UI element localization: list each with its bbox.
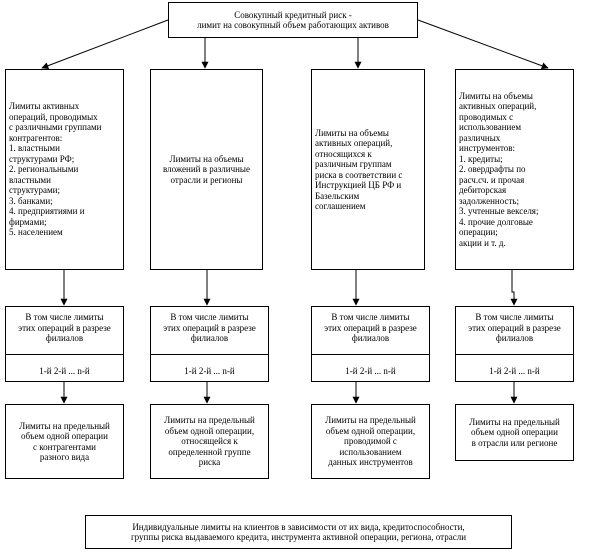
arrow-top-to-col4	[418, 20, 548, 68]
branch-range-2: 1-й 2-й ... n-й	[184, 366, 235, 376]
single-op-text-4: Лимиты на предельный объем одной операции в отрасли или регионе	[469, 416, 560, 448]
limit-text-counterparties: Лимиты активных операций, проводимых с различными группами контрагентов: 1. властными структурами РФ; 2. региональными властными структурами; 3. банками; 4. предприятиями и фирмами; 5. населением	[9, 101, 102, 238]
limit-box-instruments	[455, 69, 574, 270]
single-op-box-1	[5, 404, 124, 479]
branch-box-1	[5, 306, 124, 382]
limit-text-instruments: Лимиты на объемы активных операций, проводимых с использованием различных инструментов: 1. кредиты; 2. овердрафты по расч.сч. и прочая дебиторская задолженность; 3. учтенные векселя; 4. прочие долговые операции; акции и т. д.	[459, 90, 539, 248]
limit-box-industries-regions	[150, 69, 263, 270]
individual-limits-box	[85, 515, 512, 549]
single-op-text-2: Лимиты на предельный объем одной операции, относящейся к определенной группе риска	[164, 415, 255, 468]
branch-box-4	[455, 306, 574, 382]
branch-text-3: В том числе лимиты этих операций в разрезе филиалов	[312, 307, 429, 355]
total-credit-risk-box	[168, 2, 418, 38]
branch-range-3: 1-й 2-й ... n-й	[345, 366, 396, 376]
branch-range-4: 1-й 2-й ... n-й	[489, 366, 540, 376]
limit-text-industries-regions: Лимиты на объемы вложений в различные отрасли и регионы	[163, 153, 250, 185]
arrow-top-to-col1	[42, 20, 168, 68]
single-op-box-4	[455, 404, 574, 461]
limit-text-risk-groups: Лимиты на объемы активных операций, относящихся к различным группам риска в соответствии с Инструкцией ЦБ РФ и Базельским соглашением	[315, 127, 403, 211]
single-op-box-2	[150, 404, 269, 479]
single-op-text-3: Лимиты на предельный объем одной операции, проводимой с использованием данных инструментов	[325, 415, 416, 468]
branch-box-3	[311, 306, 430, 382]
total-credit-risk-text: Совокупный кредитный риск - лимит на совокупный объем работающих активов	[197, 9, 389, 30]
individual-limits-text: Индивидуальные лимиты на клиентов в зависимости от их вида, кредитоспособности, группы риска выдаваемого кредита, инструмента активной операции, региона, отрасли	[130, 521, 467, 542]
arrow-col4-to-branch	[512, 270, 514, 305]
branch-box-2	[150, 306, 269, 382]
branch-range-1: 1-й 2-й ... n-й	[39, 366, 90, 376]
limit-box-counterparties	[5, 69, 124, 270]
branch-text-4: В том числе лимиты этих операций в разрезе филиалов	[456, 307, 573, 355]
limit-box-risk-groups	[311, 69, 425, 270]
single-op-box-3	[311, 404, 430, 479]
branch-text-2: В том числе лимиты этих операций в разрезе филиалов	[151, 307, 268, 355]
single-op-text-1: Лимиты на предельный объем одной операции с контрагентами разного вида	[19, 420, 110, 462]
branch-text-1: В том числе лимиты этих операций в разрезе филиалов	[6, 307, 123, 355]
